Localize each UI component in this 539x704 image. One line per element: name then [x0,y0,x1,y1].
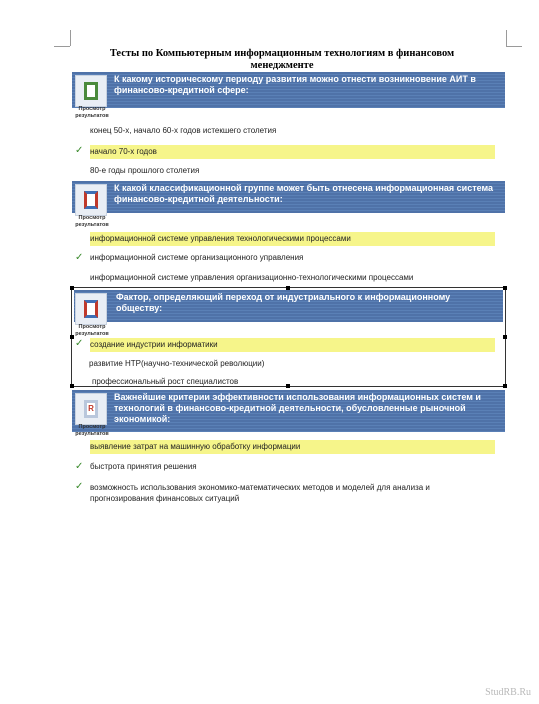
resize-handle[interactable] [503,384,507,388]
answer-text: профессиональный рост специалистов [92,377,239,386]
view-results-icon[interactable] [75,293,107,325]
answer-text: 80-е годы прошлого столетия [90,166,200,175]
checkmark-icon: ✓ [75,145,84,156]
answer-text: информационной системе организационного управления [90,253,304,262]
answer-text: создание индустрии информатики [90,340,218,349]
view-results-label[interactable]: Просмотр результатов [75,215,109,228]
answer-text: конец 50-х, начало 60-х годов истекшего столетия [90,126,277,135]
view-results-icon[interactable] [75,184,107,216]
answer-text: информационной системе управления технологическими процессами [90,234,351,243]
question-text: Фактор, определяющий переход от индустриального к информационному обществу: [116,292,451,313]
crop-mark-top-right-horizontal [506,46,522,47]
view-results-icon[interactable] [75,75,107,107]
document-title: Тесты по Компьютерным информационным технологиям в финансовом менеджменте [109,48,455,71]
resize-handle[interactable] [70,335,74,339]
answer-option[interactable] [90,482,495,504]
answer-option[interactable] [90,440,495,454]
answer-option[interactable] [90,124,495,138]
resize-handle[interactable] [503,286,507,290]
answer-text: выявление затрат на машинную обработку информации [90,442,301,451]
question-text: К какому историческому периоду развития можно отнести возникновение АИТ в финансово-кредитной сфере: [114,74,476,95]
watermark: StudRB.Ru [485,687,531,698]
answer-text: быстрота принятия решения [90,462,197,471]
question-block-3[interactable] [72,288,505,386]
answer-option[interactable] [90,338,495,352]
answer-option[interactable] [90,251,495,265]
answer-option[interactable] [90,271,495,285]
resize-handle[interactable] [70,384,74,388]
answer-option[interactable] [90,232,495,246]
answer-text: информационной системе управления организационно-технологическими процессами [90,273,414,282]
question-text: К какой классификационной группе может быть отнесена информационная система финансово-кредитной деятельности: [114,183,494,204]
question-text: Важнейшие критерии эффективности использования информационных систем и технологий в финансово-кредитной деятельности, обусловленные рыночной экономикой: [114,392,481,424]
view-results-label[interactable]: Просмотр результатов [75,424,109,437]
question-header [72,390,505,432]
question-header [74,290,503,322]
crop-mark-top-left [70,30,71,46]
r-letter-icon-glyph: R [88,404,94,413]
resize-handle[interactable] [70,286,74,290]
green-square-icon [84,82,98,100]
answer-option[interactable] [90,460,495,474]
question-header [72,181,505,213]
checkmark-icon: ✓ [75,481,84,492]
blue-red-square-icon [84,300,98,318]
answer-text: возможность использования экономико-математических методов и моделей для анализа и прогнозирования финансовых ситуаций [90,483,430,503]
view-results-label[interactable]: Просмотр результатов [75,324,109,337]
resize-handle[interactable] [286,384,290,388]
blue-red-square-icon [84,191,98,209]
resize-handle[interactable] [286,286,290,290]
checkmark-icon: ✓ [75,338,84,349]
question-block-1 [72,72,505,178]
answer-option[interactable] [92,375,495,389]
r-letter-icon [84,400,98,418]
view-results-label[interactable]: Просмотр результатов [75,106,109,119]
question-header [72,72,505,108]
question-block-4 [72,390,505,506]
question-block-2 [72,181,505,285]
answer-option[interactable] [90,145,495,159]
answer-option[interactable] [90,164,495,178]
answer-text: развитие НТР(научно-технической революции) [89,359,265,368]
resize-handle[interactable] [503,335,507,339]
view-results-icon[interactable] [75,393,107,425]
answer-text: начало 70-х годов [90,147,157,156]
crop-mark-top-right [506,30,507,46]
answer-option[interactable] [89,357,495,371]
checkmark-icon: ✓ [75,461,84,472]
crop-mark-top-left-horizontal [54,46,70,47]
checkmark-icon: ✓ [75,252,84,263]
